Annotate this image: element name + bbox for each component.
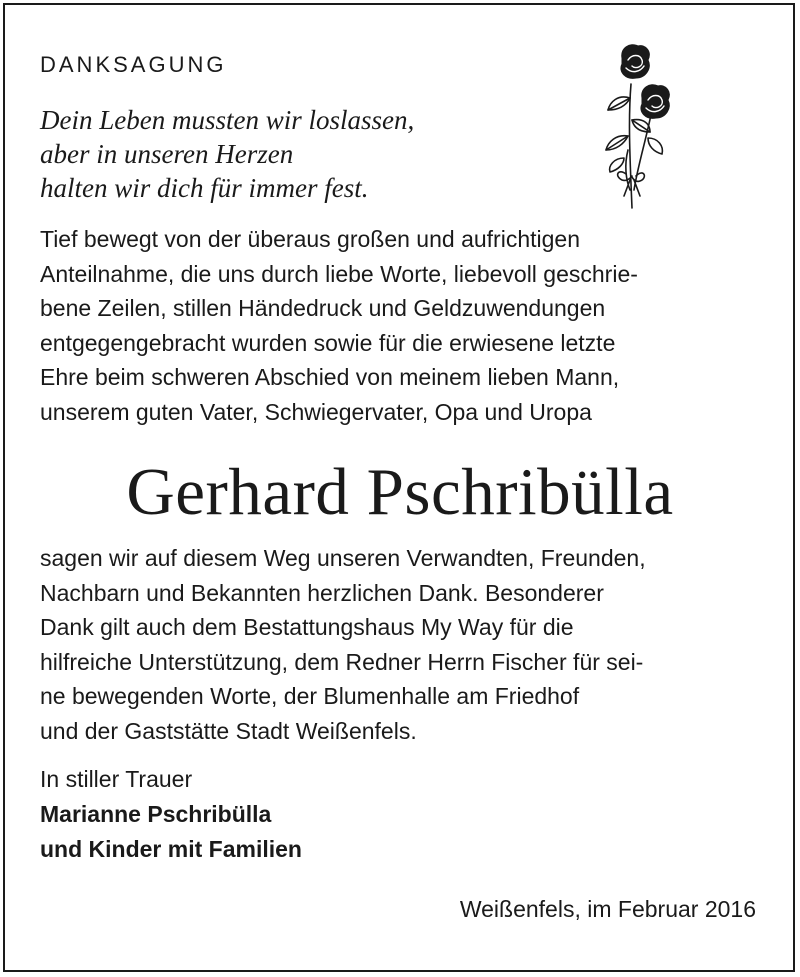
intro-paragraph bbox=[40, 222, 638, 429]
paragraph-line: und der Gaststätte Stadt Weißenfels. bbox=[40, 717, 417, 744]
thanks-paragraph bbox=[40, 541, 646, 748]
verse bbox=[40, 103, 414, 205]
mourning-label: In stiller Trauer bbox=[40, 766, 193, 792]
paragraph-line: hilfreiche Unterstützung, dem Redner Herrn Fischer für sei- bbox=[40, 648, 644, 675]
paragraph-line: sagen wir auf diesem Weg unseren Verwandten, Freunden, bbox=[40, 545, 646, 571]
paragraph-line: Anteilnahme, die uns durch liebe Worte, liebevoll geschrie- bbox=[40, 260, 638, 287]
mourner-name: Marianne Pschribülla bbox=[40, 801, 272, 827]
rose-bouquet-icon bbox=[588, 40, 680, 212]
paragraph-line: Ehre beim schweren Abschied von meinem lieben Mann, bbox=[40, 364, 620, 390]
deceased-name: Gerhard Pschribülla bbox=[126, 455, 674, 529]
mourner-family: und Kinder mit Familien bbox=[40, 836, 302, 862]
verse-line: Dein Leben mussten wir loslassen, bbox=[40, 105, 415, 135]
notice-heading: DANKSAGUNG bbox=[40, 52, 227, 77]
paragraph-line: bene Zeilen, stillen Händedruck und Geldzuwendungen bbox=[40, 295, 606, 321]
mourners-block bbox=[40, 762, 302, 867]
place-date: Weißenfels, im Februar 2016 bbox=[459, 896, 756, 922]
verse-line: halten wir dich für immer fest. bbox=[40, 173, 369, 203]
paragraph-line: Tief bewegt von der überaus großen und aufrichtigen bbox=[40, 226, 580, 252]
verse-line: aber in unseren Herzen bbox=[40, 139, 294, 169]
paragraph-line: Nachbarn und Bekannten herzlichen Dank. Besonderer bbox=[40, 579, 604, 606]
paragraph-line: unserem guten Vater, Schwiegervater, Opa und Uropa bbox=[40, 398, 592, 425]
paragraph-line: Dank gilt auch dem Bestattungshaus My Way für die bbox=[40, 614, 574, 640]
paragraph-line: entgegengebracht wurden sowie für die erwiesene letzte bbox=[40, 329, 616, 356]
paragraph-line: ne bewegenden Worte, der Blumenhalle am Friedhof bbox=[40, 683, 580, 709]
